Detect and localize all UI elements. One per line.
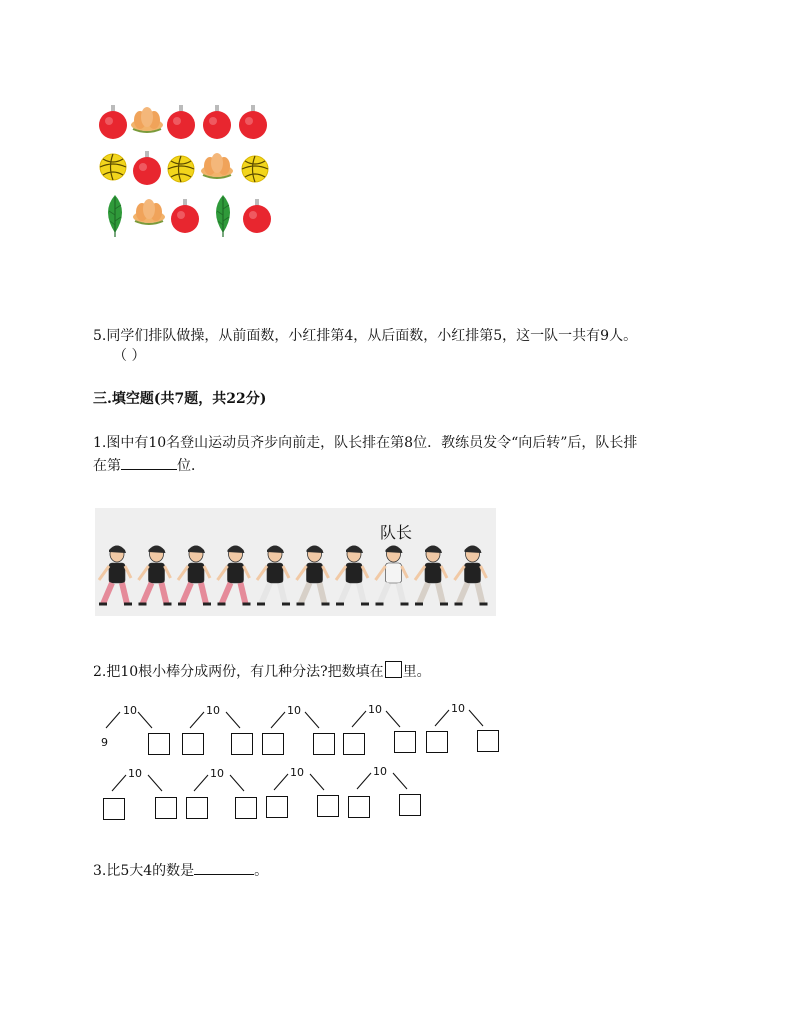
answer-box[interactable] [231, 733, 253, 755]
question-1-line2 [93, 455, 205, 476]
ball-icon [242, 156, 268, 182]
question-5-text: 5.同学们排队做操，从前面数，小红排第4，从后面数，小红排第5，这一队一共有9人。 [93, 328, 638, 344]
split-top-number: 10 [206, 704, 220, 717]
split-branch-line [148, 775, 162, 791]
question-3-prefix: 3.比5大4的数是 [93, 863, 195, 879]
question-2-text [93, 661, 431, 682]
split-top-number: 10 [123, 704, 137, 717]
question-1-answer-blank[interactable] [121, 455, 177, 470]
split-branch-line [230, 775, 244, 791]
split-branch-line [469, 710, 483, 726]
split-branch-line [435, 710, 449, 726]
split-branch-line [194, 775, 208, 791]
split-top-number: 10 [373, 765, 387, 778]
answer-box[interactable] [343, 733, 365, 755]
question-3-answer-blank[interactable] [194, 860, 254, 875]
split-branch-line [271, 712, 285, 728]
flower-icon [133, 199, 165, 224]
answer-box[interactable] [394, 731, 416, 753]
leaf-icon [216, 195, 230, 237]
flower-icon [131, 107, 163, 132]
paddle-icon [171, 199, 199, 233]
climber-figure [455, 546, 488, 605]
split-top-number: 10 [368, 703, 382, 716]
answer-box[interactable] [186, 797, 208, 819]
split-branch-line [305, 712, 319, 728]
answer-box[interactable] [182, 733, 204, 755]
question-1-suffix: 位． [177, 458, 205, 474]
split-branch-line [352, 711, 366, 727]
leaf-icon [108, 195, 122, 237]
paddle-icon [99, 105, 127, 139]
given-number-nine: 9 [101, 736, 108, 749]
question-2-prefix: 2.把10根小棒分成两份，有几种分法?把数填在 [93, 664, 384, 680]
paddle-icon [239, 105, 267, 139]
question-2-suffix: 里。 [402, 664, 431, 680]
split-top-number: 10 [128, 767, 142, 780]
section-3-title: 三.填空题(共7题，共22分) [93, 391, 267, 407]
split-top-number: 10 [210, 767, 224, 780]
climber-figure [218, 546, 251, 605]
question-1-line1: 1.图中有10名登山运动员齐步向前走，队长排在第8位．教练员发令“向后转”后，队长排 [93, 435, 638, 451]
climber-figure [376, 546, 409, 605]
split-branch-line [106, 712, 120, 728]
split-branch-line [357, 773, 371, 789]
split-top-number: 10 [451, 702, 465, 715]
answer-box[interactable] [103, 798, 125, 820]
answer-box[interactable] [148, 733, 170, 755]
box-symbol-icon [385, 661, 402, 678]
captain-label: 队长 [380, 523, 413, 542]
split-branch-line [310, 774, 324, 790]
question-5-answer-paren: （ ） [113, 348, 146, 364]
climbers-figures [95, 508, 496, 616]
climber-figure [336, 546, 369, 605]
answer-box[interactable] [477, 730, 499, 752]
split-top-number: 10 [290, 766, 304, 779]
paddle-icon [133, 151, 161, 185]
ball-icon [168, 156, 194, 182]
answer-box[interactable] [426, 731, 448, 753]
question-3-text [93, 860, 268, 881]
paddle-icon [167, 105, 195, 139]
question-1-prefix: 在第 [93, 458, 121, 474]
ball-icon [100, 154, 126, 180]
answer-box[interactable] [399, 794, 421, 816]
climber-figure [99, 546, 132, 605]
split-branch-line [226, 712, 240, 728]
shapes-picture [95, 93, 275, 241]
paddle-icon [243, 199, 271, 233]
split-top-number: 10 [287, 704, 301, 717]
split-branch-line [112, 775, 126, 791]
answer-box[interactable] [313, 733, 335, 755]
answer-box[interactable] [317, 795, 339, 817]
climber-figure [297, 546, 330, 605]
split-branch-line [393, 773, 407, 789]
answer-box[interactable] [155, 797, 177, 819]
climber-figure [178, 546, 211, 605]
climbers-picture [95, 508, 496, 616]
answer-box[interactable] [266, 796, 288, 818]
climber-figure [139, 546, 172, 605]
climber-figure [257, 546, 290, 605]
climber-figure [415, 546, 448, 605]
answer-box[interactable] [235, 797, 257, 819]
paddle-icon [203, 105, 231, 139]
answer-box[interactable] [348, 796, 370, 818]
split-branch-line [274, 774, 288, 790]
answer-box[interactable] [262, 733, 284, 755]
split-branch-line [190, 712, 204, 728]
split-branch-line [138, 712, 152, 728]
question-3-suffix: 。 [254, 863, 269, 879]
flower-icon [201, 153, 233, 178]
split-branch-line [386, 711, 400, 727]
